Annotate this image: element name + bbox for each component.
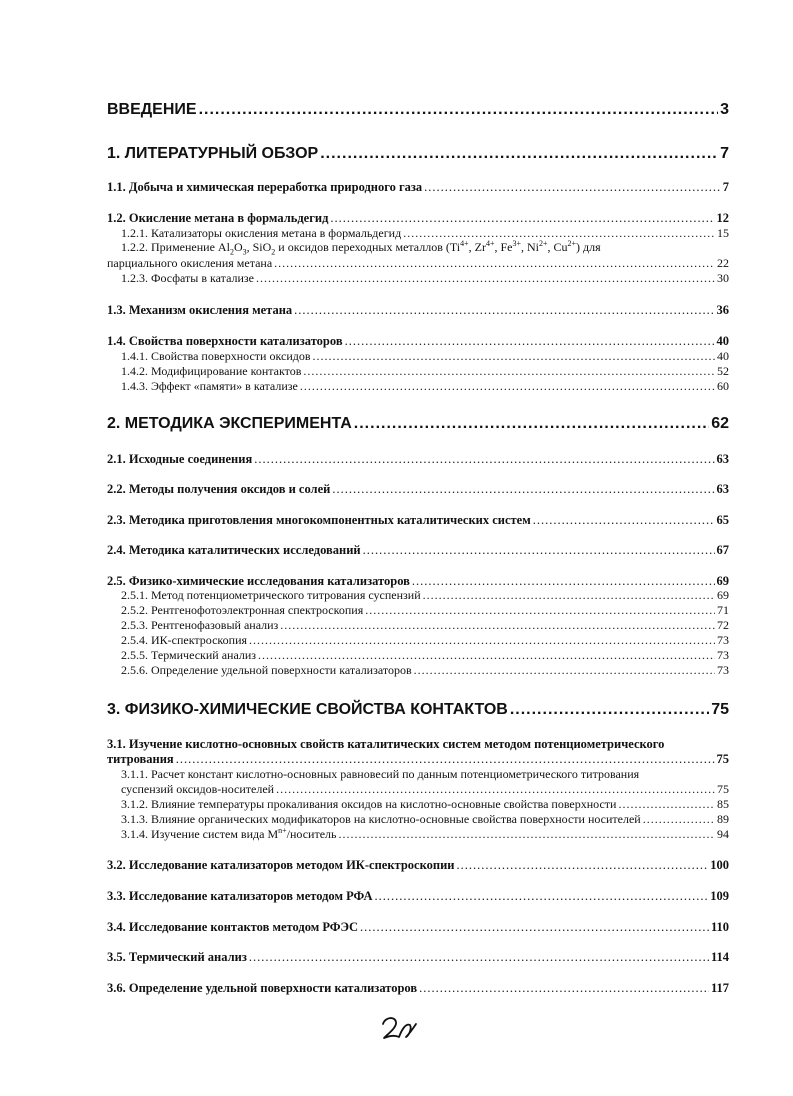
toc-leader [533, 513, 715, 528]
toc-title: 1.1. Добыча и химическая переработка природного газа [107, 180, 423, 194]
toc-page-number: 85 [717, 797, 729, 811]
toc-leader [424, 180, 721, 195]
toc-leader [365, 603, 715, 618]
toc-leader [330, 211, 714, 226]
toc-page-number: 110 [710, 920, 729, 934]
toc-page-number: 71 [717, 603, 729, 617]
toc-page-number: 117 [710, 981, 729, 995]
toc-entry-ch3 [107, 701, 729, 719]
toc-entry-s2-5-6 [121, 663, 729, 678]
toc-title: 2.5.6. Определение удельной поверхности катализаторов [121, 663, 412, 677]
toc-page-number: 7 [720, 145, 729, 162]
toc-leader [258, 648, 715, 663]
toc-page-number: 109 [710, 889, 729, 903]
toc-entry-s3-1-2 [121, 797, 729, 812]
toc-page-number: 52 [717, 364, 729, 378]
toc-page-number: 94 [717, 827, 729, 841]
toc-page-number: 62 [711, 415, 729, 432]
toc-title: 2.5.4. ИК-спектроскопия [121, 633, 248, 647]
toc-title: 2.2. Методы получения оксидов и солей [107, 482, 331, 496]
toc-leader [274, 256, 715, 271]
toc-title: 3.6. Определение удельной поверхности катализаторов [107, 981, 418, 995]
toc-page-number: 40 [717, 349, 729, 363]
toc-leader [256, 271, 715, 286]
toc-entry-s2-4 [107, 543, 729, 558]
toc-page-number: 89 [717, 812, 729, 826]
toc-leader [414, 663, 715, 678]
toc-title: 2.5.2. Рентгенофотоэлектронная спектроскопия [121, 603, 364, 617]
toc-entry-s3-4 [107, 920, 729, 935]
toc-entry-s1-2-2-line1: 1.2.2. Применение $Al_2O_3$, SiO$_2$ и оксидов переходных металлов ($Ti^{4+}$, $Zr^{4+}$, $Fe^{3+}$, $Ni^{2+}$, $Cu^{2+}$) для [121, 239, 601, 257]
toc-title: 1. ЛИТЕРАТУРНЫЙ ОБЗОР [107, 145, 319, 162]
toc-page-number: 69 [717, 588, 729, 602]
toc-leader [419, 981, 709, 996]
toc-page-number: 40 [716, 334, 729, 348]
toc-title: 1.4.2. Модифицирование контактов [121, 364, 302, 378]
toc-title: 2.5. Физико-химические исследования катализаторов [107, 574, 410, 588]
toc-page-number: 15 [717, 226, 729, 240]
toc-title: 3.1.2. Влияние температуры прокаливания оксидов на кислотно-основные свойства поверхности [121, 797, 617, 811]
toc-leader [276, 782, 715, 797]
toc-entry-s3-3 [107, 889, 729, 904]
toc-title: 2.5.1. Метод потенциометрического титрования суспензий [121, 588, 421, 602]
toc-leader [332, 482, 714, 497]
toc-entry-s3-6 [107, 981, 729, 996]
toc-entry-s1-4-2 [121, 364, 729, 379]
toc-page-number: 67 [716, 543, 729, 557]
toc-leader [363, 543, 715, 558]
toc-entry-s2-5-5 [121, 648, 729, 663]
toc-leader [249, 950, 709, 965]
toc-entry-s2-2 [107, 482, 729, 497]
toc-page-number: 73 [717, 648, 729, 662]
toc-title: 2. МЕТОДИКА ЭКСПЕРИМЕНТА [107, 415, 352, 432]
toc-entry-s2-5-4 [121, 633, 729, 648]
toc-leader [199, 101, 719, 119]
toc-entry-s2-5-3 [121, 618, 729, 633]
toc-leader [254, 452, 714, 467]
toc-leader [300, 379, 715, 394]
toc-leader [294, 303, 714, 318]
toc-entry-s3-1-line1: 3.1. Изучение кислотно-основных свойств каталитических систем методом потенциометрического [107, 737, 665, 751]
toc-entry-ch1 [107, 145, 729, 163]
toc-entry-s3-5 [107, 950, 729, 965]
toc-title: 2.4. Методика каталитических исследований [107, 543, 361, 557]
toc-entry-s3-1-1-line2 [121, 782, 729, 797]
toc-entry-vvedenie [107, 101, 729, 119]
toc-entry-s2-1 [107, 452, 729, 467]
toc-title: 3.2. Исследование катализаторов методом ИК-спектроскопии [107, 858, 455, 872]
toc-page-number: 73 [717, 633, 729, 647]
toc-title: 3.4. Исследование контактов методом РФЭС [107, 920, 359, 934]
toc-page-number: 22 [717, 256, 729, 270]
toc-leader [354, 415, 709, 433]
toc-page-number: 3 [720, 101, 729, 118]
toc-title: 2.5.3. Рентгенофазовый анализ [121, 618, 279, 632]
toc-title: 1.4. Свойства поверхности катализаторов [107, 334, 343, 348]
toc-leader [360, 920, 709, 935]
toc-page-number: 100 [710, 858, 729, 872]
toc-title: 1.2.3. Фосфаты в катализе [121, 271, 254, 285]
toc-entry-s1-4 [107, 334, 729, 349]
toc-title: 2.3. Методика приготовления многокомпонентных каталитических систем [107, 513, 531, 527]
toc-page-number: 7 [722, 180, 729, 194]
toc-title: титрования [107, 752, 174, 766]
toc-page-number: 60 [717, 379, 729, 393]
toc-leader [403, 226, 715, 241]
toc-title: суспензий оксидов-носителей [121, 782, 275, 796]
toc-title: 2.5.5. Термический анализ [121, 648, 257, 662]
toc-entry-s3-1-4 [121, 827, 729, 842]
toc-title: 3.3. Исследование катализаторов методом РФА [107, 889, 373, 903]
toc-entry-s2-3 [107, 513, 729, 528]
toc-entry-s1-2-3 [121, 271, 729, 286]
toc-entry-s1-2-1 [121, 226, 729, 241]
toc-entry-s1-1 [107, 180, 729, 195]
toc-page-number: 75 [716, 752, 729, 766]
toc-entry-s1-4-1 [121, 349, 729, 364]
toc-title: 1.2.1. Катализаторы окисления метана в формальдегид [121, 226, 402, 240]
toc-leader [303, 364, 715, 379]
toc-entry-s1-2-2-line2 [107, 256, 729, 271]
toc-leader [374, 889, 708, 904]
toc-entry-s2-5 [107, 574, 729, 589]
toc-leader [176, 752, 715, 767]
toc-page-number: 30 [717, 271, 729, 285]
toc-leader [423, 588, 715, 603]
toc-entry-s1-4-3 [121, 379, 729, 394]
toc-entry-s3-1-1-line1: 3.1.1. Расчет констант кислотно-основных равновесий по данным потенциометрического титрования [121, 767, 640, 781]
handwritten-page-number [379, 1015, 419, 1043]
toc-entry-ch2 [107, 415, 729, 433]
toc-page-number: 69 [716, 574, 729, 588]
toc-page-number: 73 [717, 663, 729, 677]
toc-entry-s3-1-3 [121, 812, 729, 827]
toc-entry-s2-5-2 [121, 603, 729, 618]
toc-entry-s2-5-1 [121, 588, 729, 603]
toc-title: 1.4.3. Эффект «памяти» в катализе [121, 379, 298, 393]
toc-leader [320, 145, 718, 163]
toc-entry-s3-1-line2 [107, 752, 729, 767]
toc-leader [313, 349, 715, 364]
toc-leader [412, 574, 715, 589]
toc-leader [338, 827, 715, 842]
toc-page-number: 75 [717, 782, 729, 796]
toc-page-number: 12 [716, 211, 729, 225]
toc-leader [345, 334, 715, 349]
toc-entry-s3-2 [107, 858, 729, 873]
toc-page-number: 114 [710, 950, 729, 964]
toc-leader [456, 858, 708, 873]
toc-page-number: 72 [717, 618, 729, 632]
toc-title: 3.5. Термический анализ [107, 950, 247, 964]
toc-leader [510, 701, 709, 719]
toc-leader [643, 812, 715, 827]
toc-title: 3.1.4. Изучение систем вида $M^{n+}$/носитель [121, 826, 337, 841]
toc-page-number: 63 [716, 482, 729, 496]
toc-leader [249, 633, 715, 648]
toc-title: 1.4.1. Свойства поверхности оксидов [121, 349, 311, 363]
toc-page-number: 75 [711, 701, 729, 718]
toc-page-number: 63 [716, 452, 729, 466]
toc-page-number: 65 [716, 513, 729, 527]
toc-page-number: 36 [716, 303, 729, 317]
toc-title: 1.3. Механизм окисления метана [107, 303, 293, 317]
toc-title: 2.1. Исходные соединения [107, 452, 253, 466]
toc-title: ВВЕДЕНИЕ [107, 101, 197, 118]
toc-entry-s1-3 [107, 303, 729, 318]
toc-title: 3. ФИЗИКО-ХИМИЧЕСКИЕ СВОЙСТВА КОНТАКТОВ [107, 701, 508, 718]
toc-title: 1.2. Окисление метана в формальдегид [107, 211, 329, 225]
toc-leader [618, 797, 715, 812]
toc-entry-s1-2 [107, 211, 729, 226]
toc-title: парциального окисления метана [107, 256, 273, 270]
toc-leader [280, 618, 715, 633]
toc-title: 3.1.3. Влияние органических модификаторов на кислотно-основные свойства поверхности носителей [121, 812, 641, 826]
